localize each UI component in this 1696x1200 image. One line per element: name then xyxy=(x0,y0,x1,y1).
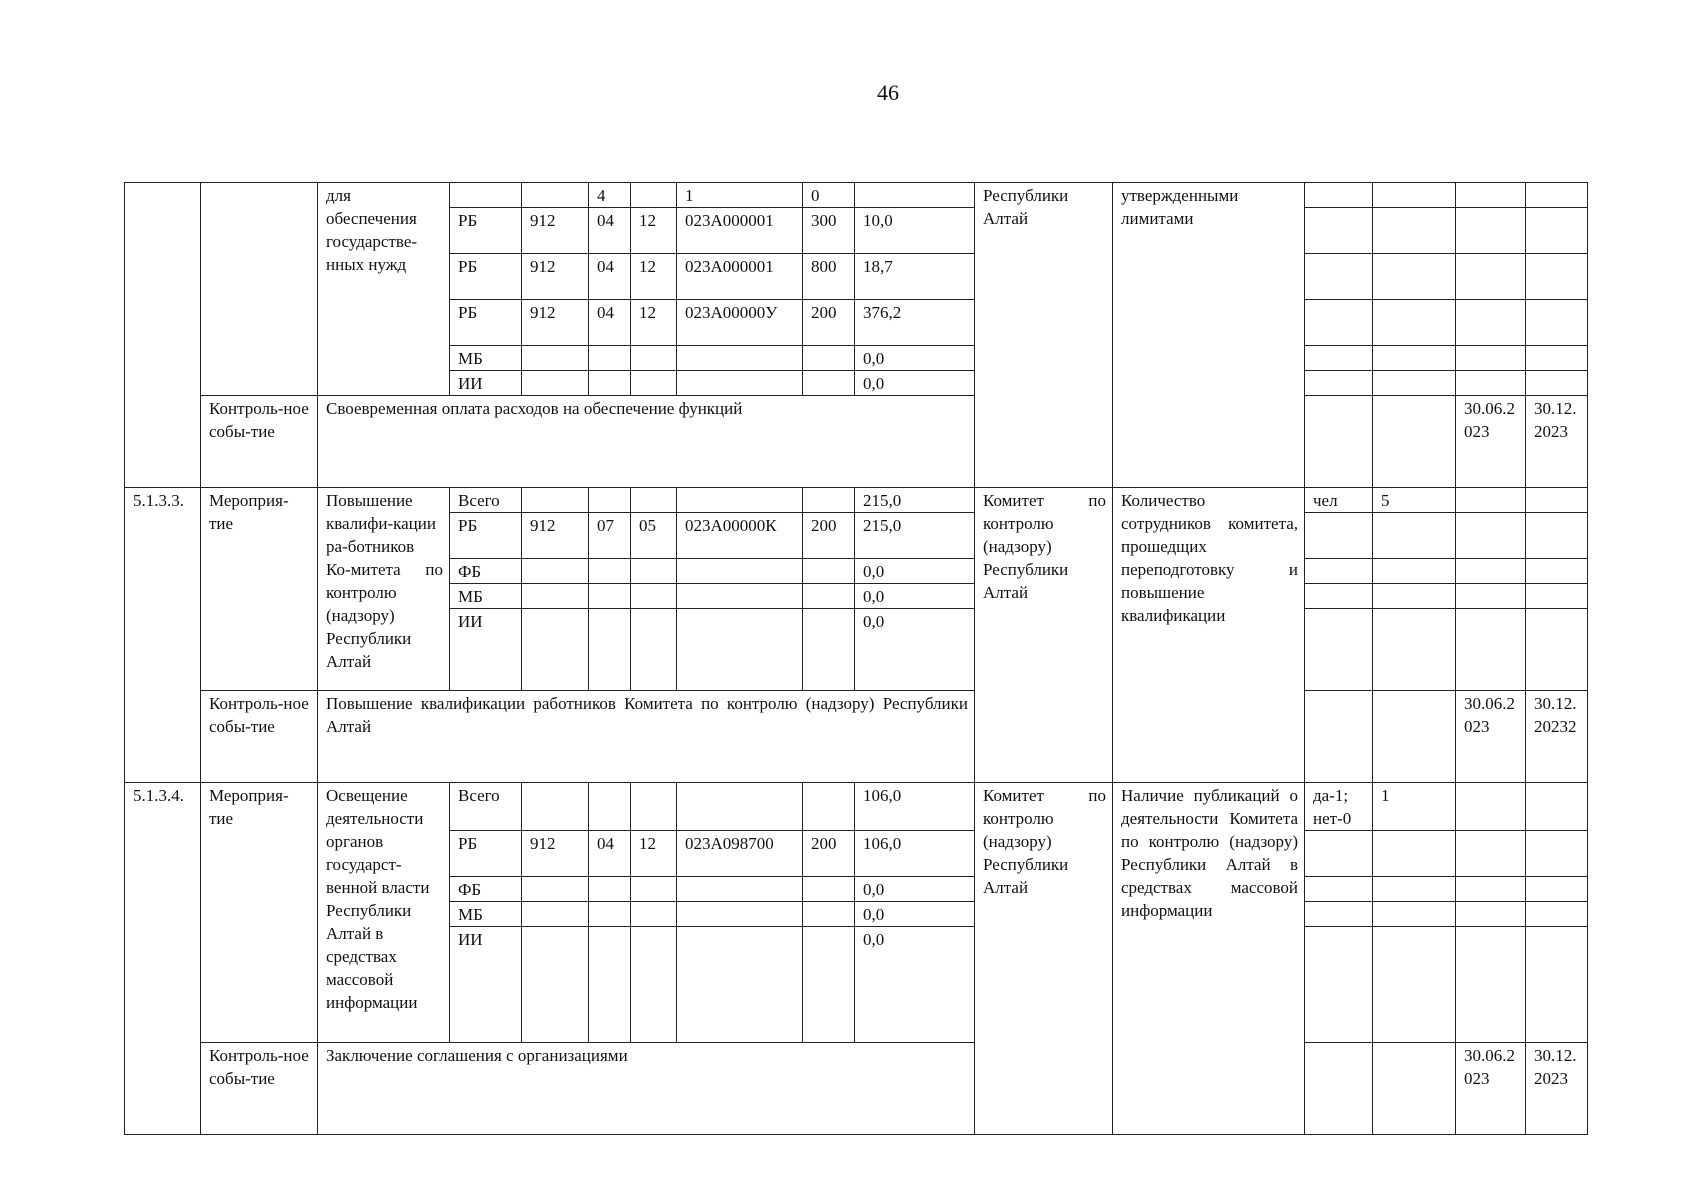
csr-cell: 023А098700 xyxy=(677,831,803,877)
sum-cell xyxy=(855,183,975,208)
sum-cell: 0,0 xyxy=(855,584,975,609)
budget-plan-table xyxy=(124,182,1588,1135)
vr-cell xyxy=(803,609,855,691)
source-cell: Всего xyxy=(450,488,522,513)
sum-cell: 0,0 xyxy=(855,559,975,584)
control-event-label: Контроль-ное собы-тие xyxy=(201,1043,318,1135)
grbs-cell: 912 xyxy=(522,254,589,300)
pr-cell xyxy=(631,584,677,609)
source-cell: ИИ xyxy=(450,927,522,1043)
vr-cell xyxy=(803,927,855,1043)
control-event-text: Повышение квалификации работников Комитета по контролю (надзору) Республики Алтай xyxy=(318,691,975,783)
activity-name: Повышение квалифи-кации ра-ботников Ко-митета по контролю (надзору) Республики Алтай xyxy=(318,488,450,691)
date-cell xyxy=(1526,183,1588,208)
source-cell: МБ xyxy=(450,902,522,927)
date-end: 30.12.2023 xyxy=(1526,396,1588,488)
grbs-cell xyxy=(522,559,589,584)
csr-cell xyxy=(677,609,803,691)
rz-cell xyxy=(589,371,631,396)
pr-cell xyxy=(631,783,677,831)
vr-cell xyxy=(803,346,855,371)
sum-cell: 215,0 xyxy=(855,488,975,513)
pr-cell xyxy=(631,488,677,513)
pr-cell: 12 xyxy=(631,831,677,877)
indicator-cell: утвержденными лимитами xyxy=(1113,183,1305,488)
source-cell: ИИ xyxy=(450,609,522,691)
rz-cell xyxy=(589,584,631,609)
executor-cell: Комитет по контролю (надзору) Республики Алтай xyxy=(975,783,1113,1135)
page-number: 46 xyxy=(877,80,899,105)
source-cell: ФБ xyxy=(450,559,522,584)
sum-cell: 376,2 xyxy=(855,300,975,346)
value-cell: 1 xyxy=(1373,783,1456,831)
grbs-cell xyxy=(522,902,589,927)
type-cell xyxy=(201,183,318,396)
rz-cell: 04 xyxy=(589,300,631,346)
vr-cell: 200 xyxy=(803,831,855,877)
rz-cell: 04 xyxy=(589,831,631,877)
vr-cell: 800 xyxy=(803,254,855,300)
grbs-cell: 912 xyxy=(522,831,589,877)
control-event-text: Заключение соглашения с организациями xyxy=(318,1043,975,1135)
rz-cell xyxy=(589,346,631,371)
item-number: 5.1.3.3. xyxy=(125,488,201,783)
csr-cell xyxy=(677,559,803,584)
rz-cell xyxy=(589,902,631,927)
table-row xyxy=(125,783,1588,831)
indicator-cell: Наличие публикаций о деятельности Комитета по контролю (надзору) Республики Алтай в средствах массовой информации xyxy=(1113,783,1305,1135)
csr-cell xyxy=(677,371,803,396)
control-event-row xyxy=(125,396,1588,488)
item-number: 5.1.3.4. xyxy=(125,783,201,1135)
source-cell: РБ xyxy=(450,300,522,346)
grbs-cell xyxy=(522,488,589,513)
rz-cell xyxy=(589,927,631,1043)
rz-cell xyxy=(589,609,631,691)
rz-cell: 04 xyxy=(589,208,631,254)
csr-cell: 023А000001 xyxy=(677,254,803,300)
vr-cell xyxy=(803,902,855,927)
csr-cell: 023А00000У xyxy=(677,300,803,346)
pr-cell xyxy=(631,877,677,902)
sum-cell: 106,0 xyxy=(855,783,975,831)
rz-cell: 04 xyxy=(589,254,631,300)
source-cell: РБ xyxy=(450,208,522,254)
vr-cell: 200 xyxy=(803,300,855,346)
rz-cell xyxy=(589,559,631,584)
source-cell: РБ xyxy=(450,254,522,300)
item-type: Мероприя-тие xyxy=(201,783,318,1043)
vr-cell xyxy=(803,488,855,513)
source-cell xyxy=(450,183,522,208)
pr-cell: 12 xyxy=(631,300,677,346)
vr-cell: 0 xyxy=(803,183,855,208)
control-event-label: Контроль-ное собы-тие xyxy=(201,691,318,783)
pr-cell: 05 xyxy=(631,513,677,559)
date-end: 30.12.2023 xyxy=(1526,1043,1588,1135)
control-event-label: Контроль-ное собы-тие xyxy=(201,396,318,488)
vr-cell xyxy=(803,584,855,609)
grbs-cell xyxy=(522,783,589,831)
source-cell: РБ xyxy=(450,513,522,559)
vr-cell: 200 xyxy=(803,513,855,559)
sum-cell: 18,7 xyxy=(855,254,975,300)
date-start: 30.06.2023 xyxy=(1456,691,1526,783)
pr-cell xyxy=(631,371,677,396)
rz-cell: 4 xyxy=(589,183,631,208)
rz-cell: 07 xyxy=(589,513,631,559)
rz-cell xyxy=(589,783,631,831)
control-event-row xyxy=(125,691,1588,783)
control-event-row xyxy=(125,1043,1588,1135)
vr-cell xyxy=(803,783,855,831)
source-cell: МБ xyxy=(450,346,522,371)
activity-name: Освещение деятельности органов государст-венной власти Республики Алтай в средствах массовой информации xyxy=(318,783,450,1043)
csr-cell xyxy=(677,877,803,902)
date-start: 30.06.2023 xyxy=(1456,1043,1526,1135)
sum-cell: 106,0 xyxy=(855,831,975,877)
sum-cell: 0,0 xyxy=(855,609,975,691)
grbs-cell: 912 xyxy=(522,513,589,559)
source-cell: ИИ xyxy=(450,371,522,396)
sum-cell: 0,0 xyxy=(855,927,975,1043)
num-cell xyxy=(125,183,201,488)
sum-cell: 0,0 xyxy=(855,877,975,902)
csr-cell xyxy=(677,783,803,831)
unit-cell: да-1; нет-0 xyxy=(1305,783,1373,831)
grbs-cell xyxy=(522,609,589,691)
grbs-cell xyxy=(522,927,589,1043)
pr-cell xyxy=(631,902,677,927)
grbs-cell xyxy=(522,183,589,208)
pr-cell: 12 xyxy=(631,208,677,254)
vr-cell xyxy=(803,877,855,902)
vr-cell xyxy=(803,559,855,584)
date-end: 30.12.20232 xyxy=(1526,691,1588,783)
grbs-cell xyxy=(522,371,589,396)
csr-cell: 1 xyxy=(677,183,803,208)
source-cell: Всего xyxy=(450,783,522,831)
csr-cell: 023А000001 xyxy=(677,208,803,254)
grbs-cell xyxy=(522,584,589,609)
pr-cell xyxy=(631,927,677,1043)
table-row xyxy=(125,183,1588,208)
pr-cell xyxy=(631,609,677,691)
indicator-cell: Количество сотрудников комитета, прошедщих переподготовку и повышение квалификации xyxy=(1113,488,1305,783)
pr-cell xyxy=(631,346,677,371)
date-start: 30.06.2023 xyxy=(1456,396,1526,488)
sum-cell: 10,0 xyxy=(855,208,975,254)
sum-cell: 0,0 xyxy=(855,346,975,371)
executor-cell: Комитет по контролю (надзору) Республики Алтай xyxy=(975,488,1113,783)
grbs-cell: 912 xyxy=(522,208,589,254)
value-cell: 5 xyxy=(1373,488,1456,513)
rz-cell xyxy=(589,877,631,902)
csr-cell xyxy=(677,927,803,1043)
csr-cell xyxy=(677,488,803,513)
csr-cell xyxy=(677,902,803,927)
unit-cell: чел xyxy=(1305,488,1373,513)
sum-cell: 0,0 xyxy=(855,902,975,927)
vr-cell: 300 xyxy=(803,208,855,254)
csr-cell: 023А00000К xyxy=(677,513,803,559)
source-cell: РБ xyxy=(450,831,522,877)
table-row xyxy=(125,488,1588,513)
grbs-cell xyxy=(522,877,589,902)
grbs-cell: 912 xyxy=(522,300,589,346)
control-event-text: Своевременная оплата расходов на обеспечение функций xyxy=(318,396,975,488)
date-cell xyxy=(1456,183,1526,208)
vr-cell xyxy=(803,371,855,396)
item-type: Мероприя-тие xyxy=(201,488,318,691)
unit-cell xyxy=(1305,183,1373,208)
value-cell xyxy=(1373,183,1456,208)
csr-cell xyxy=(677,584,803,609)
pr-cell: 12 xyxy=(631,254,677,300)
rz-cell xyxy=(589,488,631,513)
csr-cell xyxy=(677,346,803,371)
pr-cell xyxy=(631,559,677,584)
source-cell: ФБ xyxy=(450,877,522,902)
sum-cell: 215,0 xyxy=(855,513,975,559)
sum-cell: 0,0 xyxy=(855,371,975,396)
grbs-cell xyxy=(522,346,589,371)
source-cell: МБ xyxy=(450,584,522,609)
executor-cell: Республики Алтай xyxy=(975,183,1113,488)
pr-cell xyxy=(631,183,677,208)
activity-name: для обеспечения государстве- нных нужд xyxy=(318,183,450,396)
